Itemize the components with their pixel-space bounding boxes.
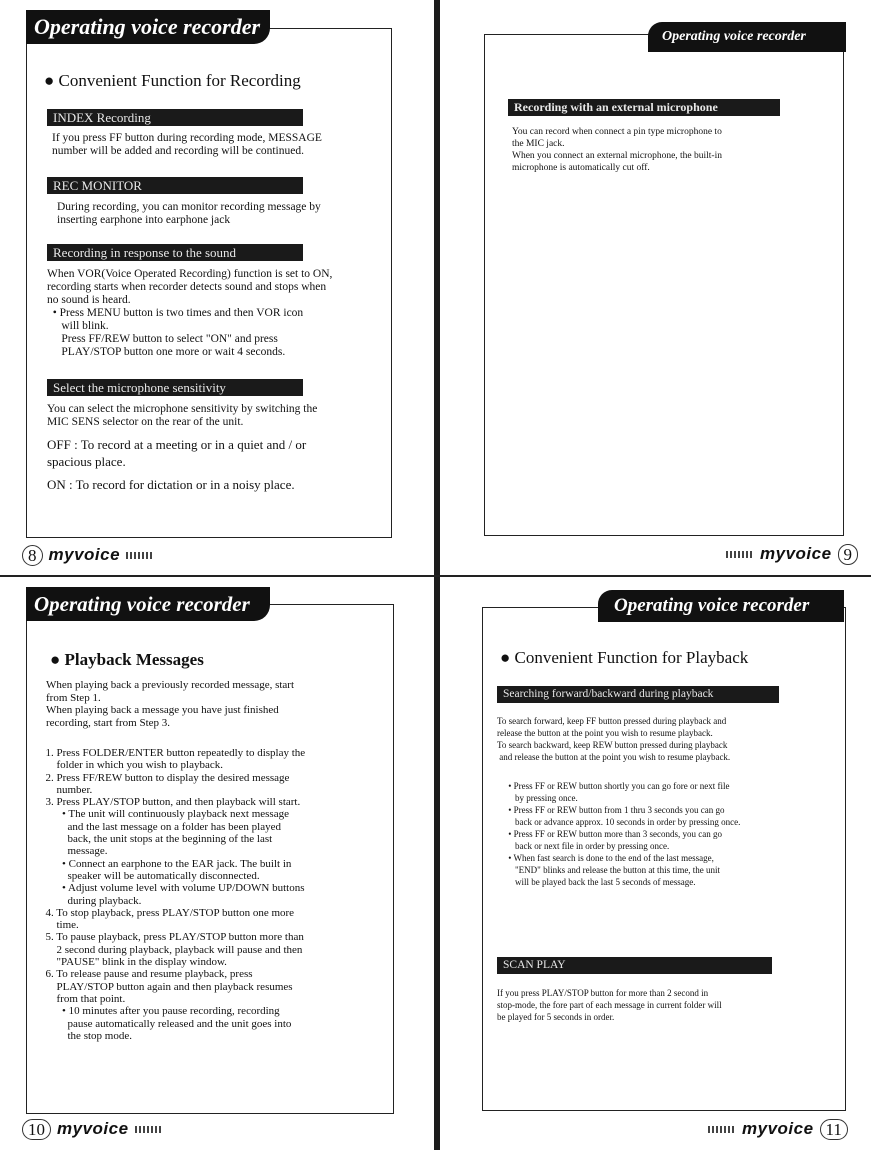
myvoice-logo: myvoice (742, 1119, 814, 1138)
page-footer (708, 1118, 848, 1140)
playback-intro: When playing back a previously recorded message, start from Step 1. When playing back a message you have just finished recording, start from Step 3. (46, 679, 295, 729)
section-bar-mic-sensitivity: Select the microphone sensitivity (47, 379, 303, 396)
header-tab (648, 22, 846, 52)
footer-stripe (126, 552, 154, 559)
external-microphone-text: You can record when connect a pin type microphone to the MIC jack. When you connect an external microphone, the built-in microphone is automatically cut off. (512, 127, 722, 173)
on-text: ON : To record for dictation or in a noisy place. (47, 477, 295, 492)
page-10 (0, 577, 434, 1150)
header-tab (26, 10, 270, 44)
myvoice-logo: myvoice (57, 1119, 129, 1138)
index-recording-text: If you press FF button during recording mode, MESSAGE number will be added and recording will be continued. (52, 132, 322, 157)
section-bar-scan-play: SCAN PLAY (497, 957, 772, 974)
page-number: 8 (22, 545, 43, 566)
rec-monitor-text: During recording, you can monitor recording message by inserting earphone into earphone jack (57, 201, 321, 226)
footer-stripe (135, 1126, 163, 1133)
page-8 (0, 0, 434, 575)
section-heading: ● Convenient Function for Playback (500, 648, 749, 667)
page-number: 9 (838, 544, 859, 565)
vor-text: When VOR(Voice Operated Recording) function is set to ON, recording starts when recorder detects sound and stops when no sound is heard. • Press MENU button is two times and then VOR icon will blink. Press FF/REW button to select "ON" and press PLAY/STOP button one more or wait 4 seconds. (47, 268, 333, 358)
myvoice-logo: myvoice (48, 545, 121, 564)
searching-text: To search forward, keep FF button pressed during playback and release the button at the point you wish to resume playback. To search backward, keep REW button pressed during playback and release the button at the point you wish to resume playback. (497, 716, 731, 762)
section-bar-external-microphone: Recording with an external microphone (508, 99, 780, 116)
footer-stripe (726, 551, 754, 558)
section-bar-rec-monitor: REC MONITOR (47, 177, 303, 194)
section-heading: ● Playback Messages (50, 650, 204, 669)
header-title: Operating voice recorder (34, 14, 261, 39)
section-bar-voice-recording: Recording in response to the sound (47, 244, 303, 261)
section-heading: ● Convenient Function for Recording (44, 71, 301, 90)
header-title: Operating voice recorder (614, 595, 810, 616)
header-title: Operating voice recorder (662, 29, 806, 44)
header-title: Operating voice recorder (34, 592, 250, 616)
playback-steps: 1. Press FOLDER/ENTER button repeatedly to display the folder in which you wish to playback. 2. Press FF/REW button to display the desired message number. 3. Press PLAY/STOP button, and then playback will start. • The unit will continuously playback next message and the last message on a folder has been played back, the unit stops at the beginning of the last message. • Connect an earphone to the EAR jack. The built in speaker will be automatically disconnected. • Adjust volume level with volume UP/DOWN buttons during playback. 4. To stop playback, press PLAY/STOP button one more time. 5. To pause playback, press PLAY/STOP button more than 2 second during playback, playback will pause and then "PAUSE" blink in the display window. 6. To release pause and resume playback, press PLAY/STOP button again and then playback resumes from that point. • 10 minutes after you pause recording, recording pause automatically released and the unit goes into the stop mode. (45, 747, 306, 1042)
page-footer (726, 543, 858, 565)
page-9 (440, 0, 871, 575)
page-number: 10 (22, 1119, 51, 1140)
header-tab (598, 590, 844, 622)
page-11 (440, 577, 871, 1150)
myvoice-logo: myvoice (760, 544, 832, 563)
page-footer (22, 544, 154, 566)
mic-sensitivity-text: You can select the microphone sensitivity by switching the MIC SENS selector on the rear of the unit. (47, 403, 318, 428)
page-footer (22, 1118, 163, 1140)
page-number: 11 (820, 1119, 848, 1140)
section-bar-searching: Searching forward/backward during playback (497, 686, 779, 703)
header-tab (26, 587, 270, 621)
searching-bullets: • Press FF or REW button shortly you can go fore or next file by pressing once. • Press FF or REW button from 1 thru 3 seconds you can go back or advance approx. 10 seconds in order by pressing once. • Press FF or REW button more than 3 seconds, you can go back or next file in order by pressing once. • When fast search is done to the end of the last message, "END" blinks and release the button at this time, the unit will be played back the last 5 seconds of message. (508, 781, 741, 887)
off-text: OFF : To record at a meeting or in a quiet and / or spacious place. (47, 437, 307, 469)
scan-play-text: If you press PLAY/STOP button for more than 2 second in stop-mode, the fore part of each message in current folder will be played for 5 seconds in order. (497, 988, 722, 1022)
footer-stripe (708, 1126, 736, 1133)
section-bar-index-recording: INDEX Recording (47, 109, 303, 126)
